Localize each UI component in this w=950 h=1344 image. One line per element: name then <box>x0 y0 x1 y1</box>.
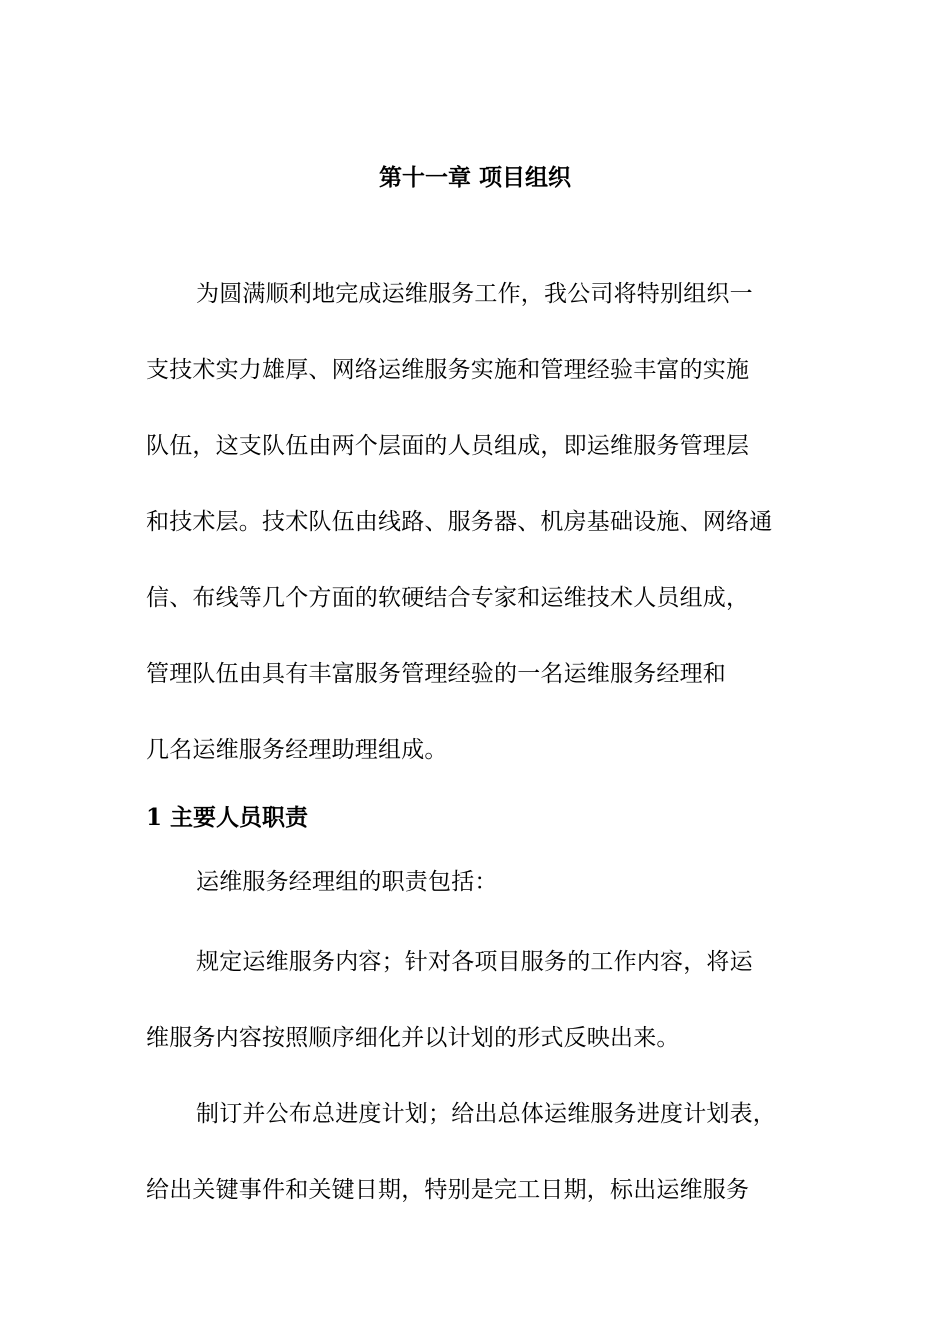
duty-paragraph-1 <box>146 924 816 1076</box>
duties-intro-paragraph <box>146 844 816 920</box>
duty-line: 给出关键事件和关键日期，特别是完工日期，标出运维服务 <box>146 1177 750 1203</box>
duty-line: 规定运维服务内容；针对各项目服务的工作内容，将运 <box>196 949 753 975</box>
intro-line: 支技术实力雄厚、网络运维服务实施和管理经验丰富的实施 <box>146 357 750 383</box>
intro-line: 信、布线等几个方面的软硬结合专家和运维技术人员组成， <box>146 585 750 611</box>
intro-line: 管理队伍由具有丰富服务管理经验的一名运维服务经理和 <box>146 661 726 687</box>
duty-line: 维服务内容按照顺序细化并以计划的形式反映出来。 <box>146 1025 680 1051</box>
section-heading: 1 主要人员职责 <box>146 804 309 831</box>
duties-intro-line: 运维服务经理组的职责包括： <box>196 869 498 895</box>
intro-line: 队伍，这支队伍由两个层面的人员组成，即运维服务管理层 <box>146 433 750 459</box>
duty-line: 制订并公布总进度计划；给出总体运维服务进度计划表， <box>196 1101 776 1127</box>
intro-line: 为圆满顺利地完成运维服务工作，我公司将特别组织一 <box>196 281 753 307</box>
duty-paragraph-2 <box>146 1076 816 1228</box>
intro-line: 和技术层。技术队伍由线路、服务器、机房基础设施、网络通 <box>146 509 773 535</box>
intro-paragraph <box>146 256 816 788</box>
intro-line: 几名运维服务经理助理组成。 <box>146 737 448 763</box>
chapter-title: 第十一章 项目组织 <box>378 164 571 191</box>
